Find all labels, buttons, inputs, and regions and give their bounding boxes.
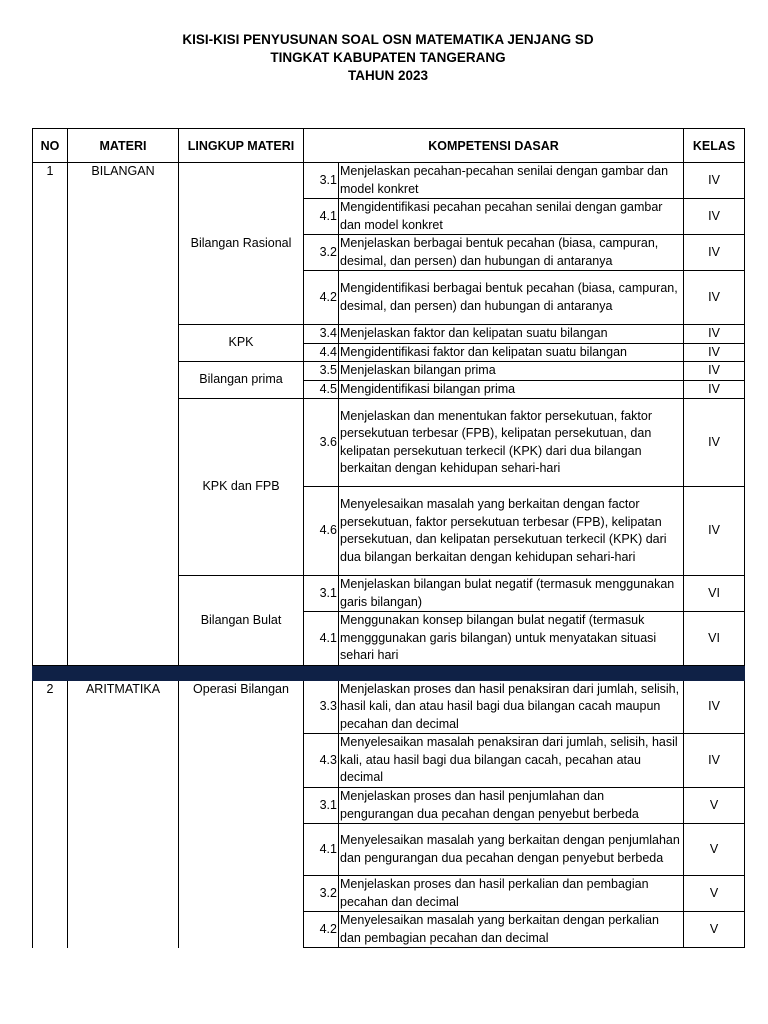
kd-number: 4.6 (304, 487, 339, 576)
kd-description: Menyelesaikan masalah yang berkaitan dengan perkalian dan pembagian pecahan dan decimal (339, 912, 684, 948)
materi-cell: ARITMATIKA (68, 680, 179, 948)
kisi-kisi-table (32, 128, 745, 948)
kelas-cell: VI (684, 612, 745, 666)
kd-description: Menjelaskan proses dan hasil penaksiran dari jumlah, selisih, hasil kali, dan atau hasil bagi dua bilangan cacah maupun pecahan dan decimal (339, 680, 684, 734)
kd-description: Menjelaskan dan menentukan faktor persekutuan, faktor persekutuan terbesar (FPB), kelipatan persekutuan, dan kelipatan persekutuan terkecil (KPK) dari dua bilangan berkaitan dengan kehidupan sehari-hari (339, 399, 684, 487)
kd-number: 3.5 (304, 362, 339, 381)
materi-cell: BILANGAN (68, 163, 179, 666)
kelas-cell: IV (684, 487, 745, 576)
kd-number: 3.3 (304, 680, 339, 734)
lingkup-materi-cell: Operasi Bilangan (179, 680, 304, 948)
document-title-line-3: TAHUN 2023 (347, 68, 429, 83)
lingkup-materi-cell: KPK (179, 325, 304, 362)
kd-number: 4.2 (304, 271, 339, 325)
kd-number: 4.2 (304, 912, 339, 948)
kelas-cell: IV (684, 680, 745, 734)
kd-description: Menjelaskan pecahan-pecahan senilai dengan gambar dan model konkret (339, 163, 684, 199)
kd-number: 3.4 (304, 325, 339, 344)
kd-description: Menyelesaikan masalah penaksiran dari jumlah, selisih, hasil kali, atau hasil bagi dua bilangan cacah, pecahan atau decimal (339, 734, 684, 788)
kelas-cell: V (684, 912, 745, 948)
table-row (33, 163, 745, 199)
row-number: 1 (33, 163, 68, 666)
header-kompetensi-dasar: KOMPETENSI DASAR (304, 129, 684, 163)
lingkup-materi-cell: Bilangan Bulat (179, 576, 304, 666)
kd-number: 3.1 (304, 576, 339, 612)
table-header-row (33, 129, 745, 163)
kd-number: 4.1 (304, 824, 339, 876)
kelas-cell: IV (684, 362, 745, 381)
table-row (33, 680, 745, 734)
kd-description: Menjelaskan bilangan bulat negatif (termasuk menggunakan garis bilangan) (339, 576, 684, 612)
kd-description: Mengidentifikasi pecahan pecahan senilai dengan gambar dan model konkret (339, 199, 684, 235)
kd-description: Menggunakan konsep bilangan bulat negatif (termasuk mengggunakan garis bilangan) untuk menyatakan situasi sehari hari (339, 612, 684, 666)
document-title-line-1: KISI-KISI PENYUSUNAN SOAL OSN MATEMATIKA JENJANG SD (182, 32, 594, 47)
kelas-cell: IV (684, 343, 745, 362)
kelas-cell: V (684, 788, 745, 824)
header-materi: MATERI (68, 129, 179, 163)
kd-description: Mengidentifikasi berbagai bentuk pecahan (biasa, campuran, desimal, dan persen) dan hubungan di antaranya (339, 271, 684, 325)
kd-number: 4.5 (304, 380, 339, 399)
kelas-cell: IV (684, 380, 745, 399)
kd-number: 3.6 (304, 399, 339, 487)
kd-description: Mengidentifikasi faktor dan kelipatan suatu bilangan (339, 343, 684, 362)
kd-description: Menjelaskan faktor dan kelipatan suatu bilangan (339, 325, 684, 344)
kd-number: 4.3 (304, 734, 339, 788)
kd-description: Menjelaskan proses dan hasil penjumlahan dan pengurangan dua pecahan dengan penyebut berbeda (339, 788, 684, 824)
kelas-cell: IV (684, 235, 745, 271)
header-no: NO (33, 129, 68, 163)
kd-description: Mengidentifikasi bilangan prima (339, 380, 684, 399)
lingkup-materi-cell: Bilangan Rasional (179, 163, 304, 325)
kd-description: Menjelaskan proses dan hasil perkalian dan pembagian pecahan dan decimal (339, 876, 684, 912)
kelas-cell: IV (684, 399, 745, 487)
kelas-cell: IV (684, 734, 745, 788)
kelas-cell: V (684, 824, 745, 876)
document-title-line-2: TINGKAT KABUPATEN TANGERANG (270, 50, 506, 65)
kelas-cell: IV (684, 199, 745, 235)
header-kelas: KELAS (684, 129, 745, 163)
kelas-cell: IV (684, 325, 745, 344)
kelas-cell: V (684, 876, 745, 912)
kd-number: 3.2 (304, 235, 339, 271)
kd-number: 3.1 (304, 163, 339, 199)
row-number: 2 (33, 680, 68, 948)
section-separator (33, 665, 745, 680)
kd-number: 4.4 (304, 343, 339, 362)
kd-number: 3.1 (304, 788, 339, 824)
kd-description: Menyelesaikan masalah yang berkaitan dengan penjumlahan dan pengurangan dua pecahan dengan penyebut berbeda (339, 824, 684, 876)
lingkup-materi-cell: Bilangan prima (179, 362, 304, 399)
kd-number: 3.2 (304, 876, 339, 912)
kd-description: Menjelaskan berbagai bentuk pecahan (biasa, campuran, desimal, dan persen) dan hubungan di antaranya (339, 235, 684, 271)
kd-description: Menjelaskan bilangan prima (339, 362, 684, 381)
kd-number: 4.1 (304, 199, 339, 235)
kelas-cell: IV (684, 163, 745, 199)
kelas-cell: IV (684, 271, 745, 325)
kd-description: Menyelesaikan masalah yang berkaitan dengan factor persekutuan, faktor persekutuan terbesar (FPB), kelipatan persekutuan, dan kelipatan persekutuan terkecil (KPK) dari dua bilangan berkaitan dengan kehidupan sehari-hari (339, 487, 684, 576)
kd-number: 4.1 (304, 612, 339, 666)
header-lingkup-materi: LINGKUP MATERI (179, 129, 304, 163)
kelas-cell: VI (684, 576, 745, 612)
lingkup-materi-cell: KPK dan FPB (179, 399, 304, 576)
